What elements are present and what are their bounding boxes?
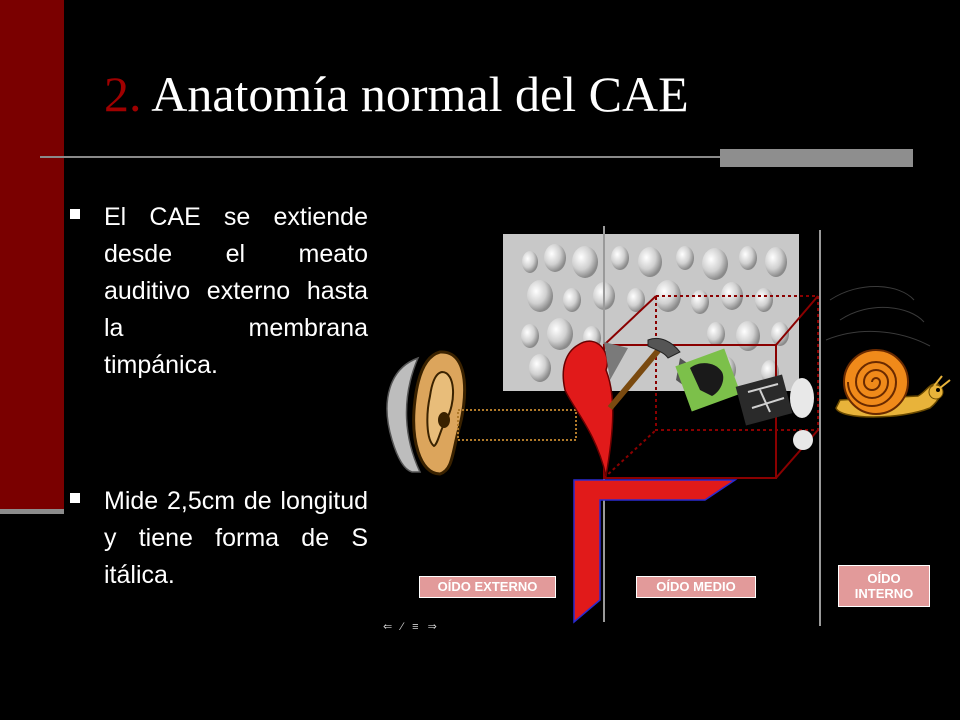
bullet-text: Mide 2,5cm de longitud y tiene forma de S itálica.: [104, 487, 368, 589]
eustachian-tube: [574, 480, 735, 622]
bullet-text: El CAE se extiende desde el meato auditivo externo hasta la membrana timpánica.: [104, 203, 368, 379]
title-number: 2.: [104, 66, 142, 122]
ear-pinna: [387, 352, 465, 474]
cochlea-snail: [836, 350, 950, 417]
middle-ear-label: OÍDO MEDIO: [636, 576, 756, 598]
title-text: Anatomía normal del CAE: [141, 66, 689, 122]
outer-ear-label: OÍDO EXTERNO: [419, 576, 556, 598]
ear-canal: [458, 410, 576, 440]
slide-nav-controls[interactable]: ⇐ ∕ ≡ ⇒: [383, 621, 440, 633]
inner-ear-label: OÍDO INTERNO: [838, 565, 930, 607]
vestibule-sketch: [826, 286, 930, 346]
bone-block: [503, 234, 799, 391]
inner-ear-windows: [790, 378, 814, 450]
eardrum-shape: [563, 341, 613, 476]
